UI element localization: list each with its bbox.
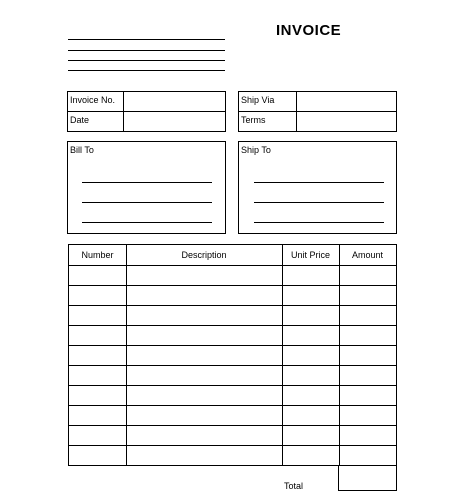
invoice-no-field[interactable] xyxy=(125,92,225,112)
company-line-3[interactable] xyxy=(68,60,225,61)
bill-to-line-2[interactable] xyxy=(82,202,212,203)
ship-to-line-2[interactable] xyxy=(254,202,384,203)
line-items-table xyxy=(68,244,397,466)
ship-via-field[interactable] xyxy=(298,92,396,112)
total-field[interactable] xyxy=(338,465,397,491)
table-row[interactable] xyxy=(69,285,396,286)
terms-label: Terms xyxy=(239,112,297,132)
date-label: Date xyxy=(68,112,124,132)
ship-to-label: Ship To xyxy=(241,145,271,155)
bill-to-box xyxy=(67,141,226,234)
bill-to-line-1[interactable] xyxy=(82,182,212,183)
ship-to-box xyxy=(238,141,397,234)
column-divider xyxy=(126,245,127,465)
company-line-1[interactable] xyxy=(68,39,225,40)
table-row[interactable] xyxy=(69,405,396,406)
company-line-4[interactable] xyxy=(68,70,225,71)
table-row[interactable] xyxy=(69,345,396,346)
column-header-number: Number xyxy=(81,250,114,260)
column-divider xyxy=(339,245,340,465)
table-row[interactable] xyxy=(69,425,396,426)
table-row[interactable] xyxy=(69,445,396,446)
table-row[interactable] xyxy=(69,365,396,366)
invoice-title: INVOICE xyxy=(276,22,342,39)
column-header-unit-price: Unit Price xyxy=(290,250,330,260)
table-row[interactable] xyxy=(69,305,396,306)
company-line-2[interactable] xyxy=(68,50,225,51)
column-header-description: Description xyxy=(181,250,227,260)
total-label: Total xyxy=(284,481,304,491)
invoice-no-label: Invoice No. xyxy=(68,92,124,112)
column-divider xyxy=(282,245,283,465)
table-row[interactable] xyxy=(69,385,396,386)
date-field[interactable] xyxy=(125,112,225,131)
ship-to-line-3[interactable] xyxy=(254,222,384,223)
column-header-amount: Amount xyxy=(351,250,384,260)
invoice-info-box xyxy=(67,91,226,132)
bill-to-line-3[interactable] xyxy=(82,222,212,223)
ship-via-label: Ship Via xyxy=(239,92,297,112)
table-row[interactable] xyxy=(69,325,396,326)
ship-to-line-1[interactable] xyxy=(254,182,384,183)
terms-field[interactable] xyxy=(298,112,396,131)
shipping-info-box xyxy=(238,91,397,132)
bill-to-label: Bill To xyxy=(70,145,94,155)
table-row[interactable] xyxy=(69,265,396,266)
